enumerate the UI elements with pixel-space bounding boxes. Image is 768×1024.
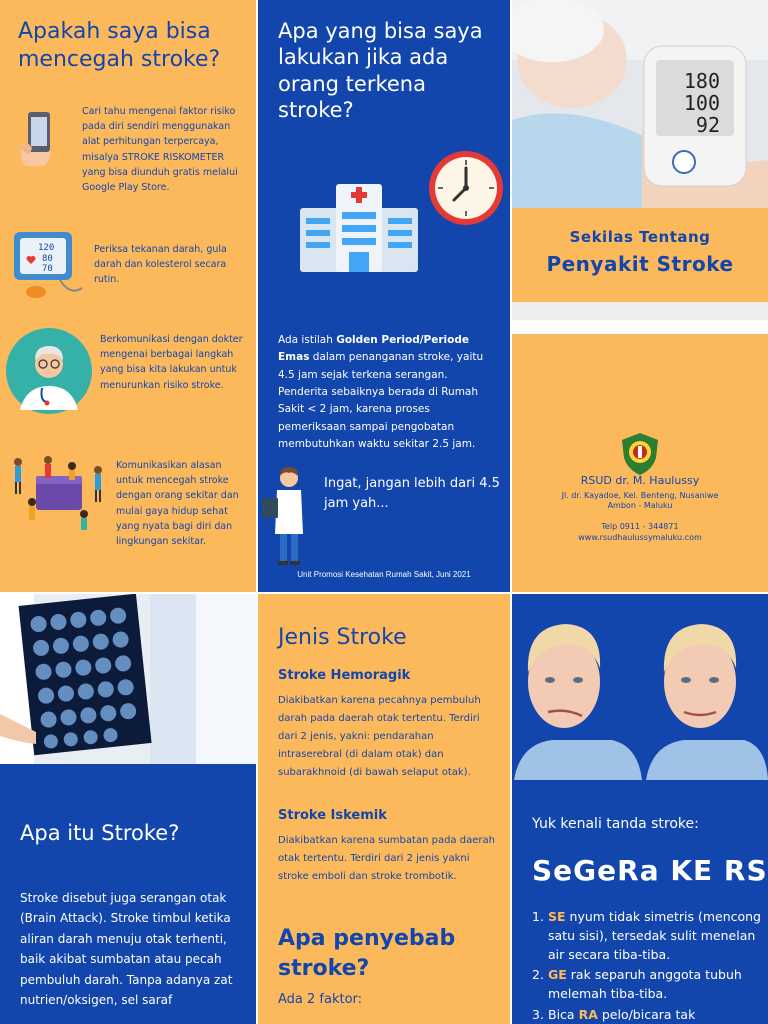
ischemic-text: Diakibatkan karena sumbatan pada daerah otak tertentu. Terdiri dari 2 jenis yakni stroke emboli dan stroke trombotik. bbox=[278, 835, 495, 882]
pulse-reading: 92 bbox=[695, 113, 720, 137]
emergency-title: Apa yang bisa saya lakukan jika ada orang terkena stroke? bbox=[278, 19, 483, 122]
hospital-logo-icon bbox=[620, 432, 660, 480]
cause-title: Apa penyebab stroke? bbox=[278, 926, 456, 981]
hospital-phone: Telp 0911 - 344871 bbox=[601, 521, 679, 531]
emergency-panel bbox=[258, 0, 510, 592]
hospital-name: RSUD dr. M. Haulussy bbox=[580, 474, 700, 487]
signs-headline: SeGeRa KE RS bbox=[532, 854, 768, 887]
types-title: Jenis Stroke bbox=[278, 625, 407, 650]
prevention-panel bbox=[0, 0, 256, 592]
list-item: 1. SE nyum tidak simetris (mencong satu sisi), tersedak sulit menelan air secara tiba-tiba. bbox=[532, 909, 761, 962]
hospital-panel bbox=[512, 334, 768, 592]
golden-period-info: Ada istilah Golden Period/Periode Emas dalam penanganan stroke, yaitu 4.5 jam sejak terkena serangan. Penderita sebaiknya berada di Rumah Sakit < 2 jam, karena proses pemeriksaan sampai pengobatan membutuhkan waktu sekitar 2.5 jam. bbox=[278, 334, 484, 450]
blood-pressure-monitor-icon bbox=[10, 230, 86, 304]
signs-list bbox=[532, 908, 764, 1024]
signs-lead: Yuk kenali tanda stroke: bbox=[532, 816, 699, 832]
what-is-stroke-panel bbox=[0, 764, 256, 1024]
hemorrhagic-title: Stroke Hemoragik bbox=[278, 668, 411, 683]
systolic-reading: 180 bbox=[683, 69, 720, 93]
footer-credit: Unit Promosi Kesehatan Rumah Sakit, Juni 2021 bbox=[297, 570, 471, 579]
tip-text-4: Komunikasikan alasan untuk mencegah stroke dengan orang sekitar dan mulai gaya hidup sehat yang nyata bagi diri dan lingkungan sekitar. bbox=[116, 460, 239, 547]
faces-illustration bbox=[512, 612, 768, 786]
list-item: 3. Bica RA pelo/bicara tak bbox=[532, 1006, 696, 1022]
hospital-info bbox=[512, 474, 768, 542]
hospital-icon bbox=[300, 180, 418, 276]
diastolic-reading: 100 bbox=[683, 91, 720, 115]
tip-text-1: Cari tahu mengenai faktor risiko pada diri sendiri menggunakan alat perhitungan terpercaya, misalya STROKE RISKOMETER yang bisa diunduh gratis melalui Google Play Store. bbox=[82, 106, 238, 193]
svg-text:70: 70 bbox=[42, 264, 53, 274]
svg-text:80: 80 bbox=[42, 254, 53, 264]
what-is-title: Apa itu Stroke? bbox=[20, 821, 180, 845]
cover-title: Penyakit Stroke bbox=[546, 252, 734, 276]
cause-lead: Ada 2 faktor: bbox=[278, 992, 363, 1007]
tip-text-2: Periksa tekanan darah, gula darah dan kolesterol secara rutin. bbox=[94, 244, 227, 286]
phone-hand-icon bbox=[14, 108, 64, 174]
doctor-avatar-icon bbox=[6, 328, 92, 418]
reminder-text: Ingat, jangan lebih dari 4.5 jam yah... bbox=[324, 476, 500, 511]
cover-panel bbox=[512, 0, 768, 320]
people-group-icon bbox=[10, 452, 110, 540]
svg-text:120: 120 bbox=[38, 243, 55, 253]
doctor-figure-icon bbox=[262, 464, 312, 572]
cover-banner bbox=[512, 208, 768, 302]
list-item: 2. GE rak separuh anggota tubuh melemah tiba-tiba. bbox=[532, 967, 742, 1001]
prevention-title: Apakah saya bisa mencegah stroke? bbox=[18, 19, 221, 72]
stroke-signs-panel bbox=[512, 594, 768, 1024]
ischemic-title: Stroke Iskemik bbox=[278, 808, 387, 823]
stroke-types-panel bbox=[258, 594, 510, 1024]
hemorrhagic-text: Diakibatkan karena pecahnya pembuluh darah pada daerah otak tertentu. Terdiri dari 2 jenis, yakni: pendarahan intraserebral (di dalam otak) dan subarakhnoid (di bawah selaput otak). bbox=[278, 695, 481, 778]
hospital-address: Jl. dr. Kayadoe, Kel. Benteng, Nusaniwe Ambon - Maluku bbox=[561, 491, 719, 511]
clock-icon bbox=[428, 150, 504, 230]
patient-photo bbox=[512, 0, 768, 208]
xray-photo bbox=[0, 594, 256, 764]
cover-subtitle: Sekilas Tentang bbox=[569, 228, 711, 246]
tip-text-3: Berkomunikasi dengan dokter mengenai berbagai langkah yang bisa kita lakukan untuk menurunkan risiko stroke. bbox=[100, 334, 243, 391]
what-is-body: Stroke disebut juga serangan otak (Brain Attack). Stroke timbul ketika aliran darah menuju otak terhenti, baik akibat sumbatan atau pecah pembuluh darah. Tanpa adanya zat nutrien/oksigen, sel saraf bbox=[20, 891, 233, 1007]
hospital-website: www.rsudhaulussymaluku.com bbox=[578, 532, 702, 542]
